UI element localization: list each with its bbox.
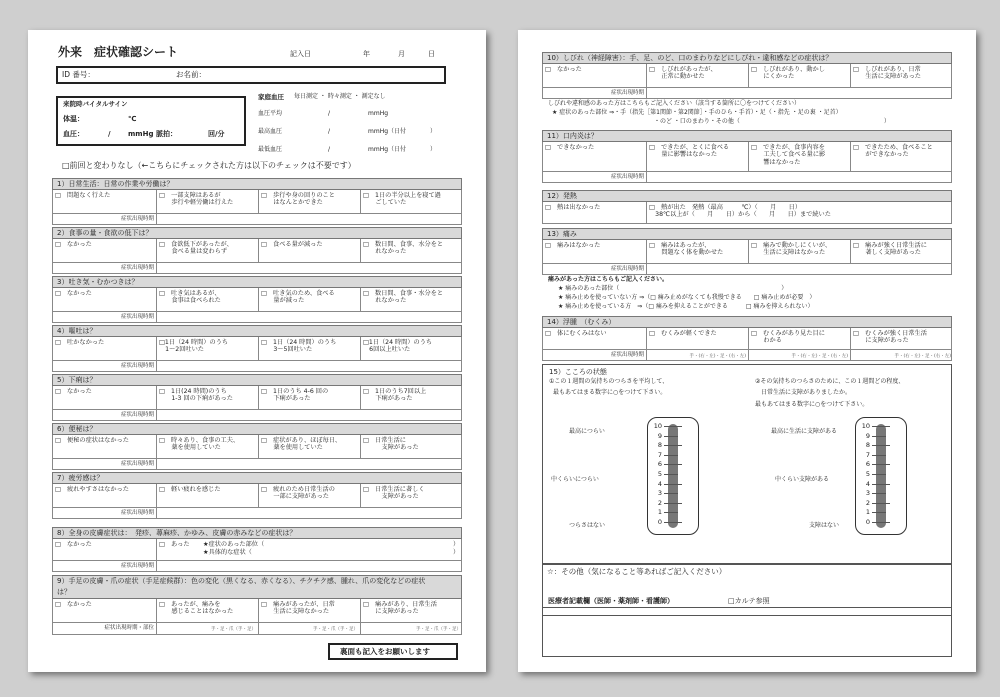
right-scale-value-10[interactable]: 10 — [861, 422, 870, 430]
section-4-onset-row — [52, 361, 462, 372]
left-scale-value-10[interactable]: 10 — [653, 422, 662, 430]
section-13-no-meds[interactable]: ★ 痛み止めを使っていない方 ⇒（□ 痛み止めがなくても我慢できる □ 痛み止めが必要 ） — [558, 294, 816, 301]
section-1-row — [52, 190, 462, 214]
section-9-row — [52, 599, 462, 623]
section-10-header: 10）しびれ（神経障害）：手、足、のど、口のまわりなどにしびれ・違和感などの症状は？ — [542, 52, 952, 64]
left-scale-tick-0 — [664, 522, 682, 523]
section-13-row — [542, 240, 952, 264]
section-9-onset-row — [52, 623, 462, 635]
section-14-onset-2[interactable] — [748, 350, 850, 360]
home-bp-min-label: 最低血圧 — [258, 146, 283, 153]
section-14-header: 14）浮腫 （むくみ） — [542, 316, 952, 328]
left-scale-bottom-label: つらさはない — [569, 522, 606, 529]
section-12-row — [542, 202, 952, 224]
section-9-opt-3[interactable]: □ 痛みがあり、日常生活 に支障があった — [360, 599, 463, 622]
right-scale-tick-9 — [872, 436, 886, 437]
right-scale-tick-7 — [872, 455, 886, 456]
section-1-opt-1[interactable]: □ 一部支障はあるが 歩行や軽労働は行えた — [156, 190, 258, 213]
section-13-with-meds[interactable]: ★ 痛み止めを使っている方 ⇒（□ 痛みを抑えることができる □ 痛みを抑えられない） — [558, 303, 814, 310]
left-scale-tick-3 — [664, 493, 678, 494]
section-8-header: 8）全身の皮膚症状は： 発疹、蕁麻疹、かゆみ、皮膚の赤みなどの症状は？ — [52, 527, 462, 539]
section-7-onset-field[interactable] — [156, 508, 463, 518]
section-7-row — [52, 484, 462, 508]
section-14-onset-3[interactable] — [850, 350, 953, 360]
section-10-opt-2[interactable]: □ しびれがあり、動かし にくかった — [748, 64, 850, 87]
section-4-opt-0[interactable]: □ 吐かなかった — [55, 339, 105, 346]
section-14-row — [542, 328, 952, 350]
section-10-onset-field[interactable] — [646, 88, 953, 98]
section-4-opt-2[interactable]: □ 1日（24 時間）のうち 3～5回吐いた — [258, 337, 360, 360]
section-5-header: 5）下痢は？ — [52, 374, 462, 386]
section-11-onset-row — [542, 172, 952, 183]
section-14-opt-1[interactable]: □ むくみが軽くできた — [646, 328, 748, 349]
section-3-header: 3）吐き気・むかつきは？ — [52, 276, 462, 288]
back-side-note-box — [328, 643, 458, 660]
section-14-markers-2: 手・(右・左)・足・(右・左) — [791, 354, 848, 359]
section-9-header-line1: 9）手足の皮膚・爪の症状（手足症候群）：色の変化（黒くなる、赤くなる）、チクチク感、腫れ、爪の変化などの症状 — [57, 577, 426, 585]
right-scale-value-2[interactable]: 2 — [865, 498, 870, 507]
chart-reference-checkbox[interactable]: □カルテ参照 — [728, 597, 770, 605]
section-11-opt-3[interactable]: □ できたため、食べること ができなかった — [850, 142, 953, 171]
name-label: お名前： — [176, 70, 206, 79]
section-14-markers-1: 手・(右・左)・足・(右・左) — [689, 354, 746, 359]
q1-line2: 最もあてはまる数字に○をつけて下さい。 — [553, 389, 667, 396]
section-6-onset-row — [52, 459, 462, 470]
left-scale-value-9[interactable]: 9 — [657, 431, 662, 440]
form-title: 外来 症状確認シート — [58, 45, 179, 59]
section-2-onset-label: 症状出現時期 — [120, 265, 154, 271]
left-scale-tick-6 — [664, 464, 682, 465]
vitals-title: 来院時バイタルサイン — [63, 100, 128, 108]
staff-notes-box[interactable] — [542, 607, 952, 657]
section-8-detail: ★具体的な症状（ — [203, 549, 252, 556]
right-scale-value-0[interactable]: 0 — [865, 518, 870, 526]
section-5-onset-label: 症状出現時期 — [120, 412, 154, 418]
section-6-header: 6）便秘は？ — [52, 423, 462, 435]
section-11-opt-0[interactable]: □ できなかった — [545, 144, 595, 151]
section-3-opt-1[interactable]: □ 吐き気はあるが、 食事は食べられた — [156, 288, 258, 311]
section-7-onset-label: 症状出現時期 — [120, 510, 154, 516]
section-6-opt-3[interactable]: □ 日常生活に 支障があった — [360, 435, 463, 458]
section-1-onset-label: 症状出現時期 — [120, 216, 154, 222]
section-8-yes[interactable] — [156, 539, 463, 560]
left-scale-value-5[interactable]: 5 — [657, 470, 662, 478]
section-9-onset-2[interactable] — [258, 623, 360, 634]
section-10-opt-0[interactable]: □ なかった — [545, 66, 582, 73]
section-6-row — [52, 435, 462, 459]
section-1-onset-row — [52, 214, 462, 225]
left-scale-tick-10 — [664, 426, 682, 427]
section-11-onset-label: 症状出現時期 — [610, 174, 644, 180]
right-scale-tick-4 — [872, 484, 890, 485]
left-scale-value-6[interactable]: 6 — [657, 460, 662, 469]
section-12-header: 12）発熱 — [542, 190, 952, 202]
section-4-opt-3[interactable]: □1日（24 時間）のうち 6回以上吐いた — [360, 337, 463, 360]
section-9-markers-3: 手・足・爪（手・足） — [416, 627, 461, 632]
right-scale-value-1[interactable]: 1 — [865, 508, 870, 517]
right-scale-tick-5 — [872, 474, 886, 475]
section-2-onset-field[interactable] — [156, 263, 463, 273]
left-scale-tick-7 — [664, 455, 678, 456]
right-scale-value-3[interactable]: 3 — [865, 489, 870, 498]
pulse-label: 脈拍： — [156, 130, 177, 138]
section-11-opt-1[interactable]: □ できたが、とくに食べる 量に影響はなかった — [646, 142, 748, 171]
section-7-opt-3[interactable]: □ 日常生活に著しく 支障があった — [360, 484, 463, 507]
section-8-onset-row — [52, 561, 462, 572]
home-bp-max-label: 最高血圧 — [258, 128, 283, 135]
section-7-header: 7）疲労感は？ — [52, 472, 462, 484]
section-9-header-line2: は？ — [57, 588, 71, 596]
home-bp-average-label: 血圧平均 — [258, 110, 283, 117]
section-13-opt-2[interactable]: □ 痛みで動かしにくいが、 生活に支障はなかった — [748, 240, 850, 263]
left-scale-mid-label: 中くらいにつらい — [551, 476, 599, 483]
section-10-onset-label: 症状出現時期 — [610, 90, 644, 96]
section-12-fever-line2: 38℃以上が（ 月 日）から（ 月 日）まで続いた — [649, 211, 831, 219]
section-2-row — [52, 239, 462, 263]
section-8-row — [52, 539, 462, 561]
section-8-onset-field[interactable] — [156, 561, 463, 571]
section-4-onset-label: 症状出現時期 — [120, 363, 154, 369]
section-10-onset-row — [542, 88, 952, 99]
section-8-onset-label: 症状出現時期 — [120, 563, 154, 569]
section-6-onset-label: 症状出現時期 — [120, 461, 154, 467]
section-5-onset-field[interactable] — [156, 410, 463, 420]
section-12-fever[interactable] — [646, 202, 953, 223]
section-14-onset-label: 症状出現時期 — [610, 352, 644, 358]
section-13-opt-3[interactable]: □ 痛みが強く日常生活に 著しく支障があった — [850, 240, 953, 263]
section-11-opt-2[interactable]: □ できたが、食事内容を 工夫して食べる量に影 響はなかった — [748, 142, 850, 171]
section-10-location-other[interactable]: ・のど ・口のまわり・その他（ ） — [654, 118, 890, 125]
section-9-onset-label: 症状出現時期・部位 — [104, 625, 154, 631]
entry-date-label: 記入日 — [290, 50, 311, 58]
left-scale-value-8[interactable]: 8 — [657, 441, 662, 450]
left-scale-value-4[interactable]: 4 — [657, 479, 662, 488]
right-scale-tick-2 — [872, 503, 890, 504]
section-5-opt-1[interactable]: □ 1日(24 時間)のうち 1-3 回の下痢があった — [156, 386, 258, 409]
section-9-onset-1[interactable] — [156, 623, 258, 634]
section-2-opt-3[interactable]: □ 数日間、食事、水分をと れなかった — [360, 239, 463, 262]
section-7-opt-1[interactable]: □ 軽い疲れを感じた — [156, 484, 258, 507]
home-bp-min-unit: mmHg（日付 ） — [368, 146, 437, 153]
section-9-opt-2[interactable]: □ 痛みがあったが、日常 生活に支障なかった — [258, 599, 360, 622]
section-10-location[interactable]: ★ 症状のあった部位 ⇒・手（指先［第1関節・第2関節］・手のひら・手首）・足（・指先 ・足の裏 ・足首） — [552, 109, 842, 116]
home-bp-title: 家庭血圧 — [258, 93, 284, 101]
other-notes-label: ☆：その他（気になること等あればご記入ください） — [547, 567, 727, 576]
distress-thermometer-right[interactable] — [855, 417, 907, 535]
left-scale-tick-2 — [664, 503, 682, 504]
left-scale-tick-1 — [664, 512, 678, 513]
section-8-part-close: ） — [453, 541, 460, 548]
bp-unit: mmHg — [128, 130, 154, 138]
section-8-none[interactable]: □ なかった — [55, 541, 92, 548]
right-scale-tick-0 — [872, 522, 890, 523]
left-scale-value-1[interactable]: 1 — [657, 508, 662, 517]
home-bp-min-slash: / — [328, 146, 331, 153]
id-name-box[interactable] — [56, 66, 446, 84]
id-label: ID 番号： — [62, 70, 95, 79]
year-label: 年 — [363, 50, 370, 58]
left-scale-tick-5 — [664, 474, 678, 475]
section-3-opt-2[interactable]: □ 吐き気のため、食べる 量が減った — [258, 288, 360, 311]
section-9-opt-1[interactable]: □ あったが、痛みを 感じることはなかった — [156, 599, 258, 622]
section-3-opt-3[interactable]: □ 数日間、食事・水分をと れなかった — [360, 288, 463, 311]
section-14-onset-row — [542, 350, 952, 361]
section-9-markers-2: 手・足・爪（手・足） — [313, 627, 358, 632]
right-scale-value-4[interactable]: 4 — [865, 479, 870, 488]
right-scale-value-6[interactable]: 6 — [865, 460, 870, 469]
section-12-fever-line1: □ 熱が出た 発熱（最高 ℃）（ 月 日） — [649, 204, 802, 211]
section-2-opt-0[interactable]: □ なかった — [55, 241, 92, 248]
section-1-opt-2[interactable]: □ 歩行や身の回りのこと はなんとかできた — [258, 190, 360, 213]
home-bp-max-slash: / — [328, 128, 331, 135]
section-2-opt-2[interactable]: □ 食べる量が減った — [258, 239, 360, 262]
section-13-header: 13）痛み — [542, 228, 952, 240]
section-10-note: しびれや違和感のあった方はこちらもご記入ください（該当する箇所に〇をつけてください） — [548, 100, 800, 107]
section-9-onset-3[interactable] — [360, 623, 463, 634]
section-5-row — [52, 386, 462, 410]
home-bp-average-unit: mmHg — [368, 110, 389, 117]
right-scale-mid-label: 中くらい支障がある — [775, 476, 830, 483]
section-3-onset-row — [52, 312, 462, 323]
home-bp-max-unit: mmHg（日付 ） — [368, 128, 437, 135]
section-6-opt-1[interactable]: □ 時々あり、食事の工夫、 薬を使用していた — [156, 435, 258, 458]
left-scale-tick-8 — [664, 445, 682, 446]
left-scale-value-3[interactable]: 3 — [657, 489, 662, 498]
home-bp-average-slash: / — [328, 110, 331, 117]
section-2-header: 2）食事の量・食欲の低下は？ — [52, 227, 462, 239]
section-9-opt-0[interactable]: □ なかった — [55, 601, 92, 608]
section-13-location[interactable]: ★ 痛みのあった部位（ ） — [558, 285, 788, 292]
bp-label: 血圧： — [63, 130, 84, 138]
section-14-opt-0[interactable]: □ 体にむくみはない — [545, 330, 607, 337]
section-11-onset-field[interactable] — [646, 172, 953, 182]
back-side-note: 裏面も記入をお願いします — [340, 647, 430, 656]
section-1-opt-3[interactable]: □ 1日の半分以上を寝て過 ごしていた — [360, 190, 463, 213]
distress-thermometer-left[interactable] — [647, 417, 699, 535]
section-4-header: 4）嘔吐は？ — [52, 325, 462, 337]
section-10-opt-1[interactable]: □ しびれがあったが、 正常に動かせた — [646, 64, 748, 87]
section-4-onset-field[interactable] — [156, 361, 463, 371]
q1-line1: ①この１週間の気持ちのつらさを平均して、 — [549, 378, 669, 385]
section-2-opt-1[interactable]: □ 食欲低下があったが、 食べる量は変わらず — [156, 239, 258, 262]
right-scale-value-5[interactable]: 5 — [865, 470, 870, 478]
section-14-markers-3: 手・(右・左)・足・(右・左) — [894, 354, 951, 359]
right-scale-value-9[interactable]: 9 — [865, 431, 870, 440]
section-10-row — [542, 64, 952, 88]
section-8-yes-label: □ あった — [159, 541, 190, 548]
right-scale-top-label: 最高に生活に支障がある — [771, 428, 838, 435]
q2-line2: 日常生活に支障がありましたか。 — [761, 389, 852, 396]
arrival-vitals-box[interactable] — [56, 96, 246, 146]
right-scale-value-8[interactable]: 8 — [865, 441, 870, 450]
day-label: 日 — [428, 50, 435, 58]
form-page-back — [518, 30, 976, 672]
section-6-opt-0[interactable]: □ 便秘の症状はなかった — [55, 437, 129, 444]
month-label: 月 — [398, 50, 405, 58]
left-scale-value-7[interactable]: 7 — [657, 450, 662, 459]
section-7-opt-0[interactable]: □ 疲れやすさはなかった — [55, 486, 129, 493]
q2-line3: 最もあてはまる数字に○をつけて下さい。 — [755, 401, 869, 408]
home-bp-options[interactable]: 毎日測定 ・ 時々測定 ・ 測定なし — [294, 93, 386, 100]
section-13-opt-1[interactable]: □ 痛みはあったが、 問題なく体を動かせた — [646, 240, 748, 263]
section-7-opt-2[interactable]: □ 疲れのため日常生活の 一部に支障があった — [258, 484, 360, 507]
section-13-opt-0[interactable]: □ 痛みはなかった — [545, 242, 601, 249]
right-scale-tick-10 — [872, 426, 890, 427]
right-scale-tick-6 — [872, 464, 890, 465]
section-13-onset-field[interactable] — [646, 264, 953, 274]
section-13-onset-label: 症状出現時期 — [610, 266, 644, 272]
section-9-header — [52, 575, 462, 599]
bp-slash: / — [108, 130, 111, 138]
section-8-part: ★症状のあった部位（ — [203, 541, 265, 548]
section-5-onset-row — [52, 410, 462, 421]
section-6-onset-field[interactable] — [156, 459, 463, 469]
left-scale-tick-4 — [664, 484, 682, 485]
section-15-box — [542, 364, 952, 564]
temp-unit: ℃ — [128, 115, 137, 123]
section-11-row — [542, 142, 952, 172]
section-5-opt-0[interactable]: □ なかった — [55, 388, 92, 395]
left-scale-value-2[interactable]: 2 — [657, 498, 662, 507]
section-1-header: 1）日常生活：日常の作業や労働は？ — [52, 178, 462, 190]
section-8-detail-close: ） — [453, 549, 460, 556]
pulse-unit: 回/分 — [208, 130, 225, 138]
left-scale-top-label: 最高につらい — [569, 428, 605, 435]
section-5-opt-3[interactable]: □ 1日のうち7回以上 下痢があった — [360, 386, 463, 409]
section-14-opt-3[interactable]: □ むくみが強く日常生活 に支障があった — [850, 328, 953, 349]
section-2-onset-row — [52, 263, 462, 274]
section-4-row — [52, 337, 462, 361]
section-4-opt-1[interactable]: □1日（24 時間）のうち 1～2回吐いた — [156, 337, 258, 360]
section-6-opt-2[interactable]: □ 症状があり、ほぼ毎日、 薬を使用していた — [258, 435, 360, 458]
section-7-onset-row — [52, 508, 462, 519]
section-13-onset-row — [542, 264, 952, 275]
section-5-opt-2[interactable]: □ 1日のうち 4-6 回の 下痢があった — [258, 386, 360, 409]
section-9-markers-1: 手・足・爪（手・足） — [211, 627, 256, 632]
staff-section-label: 医療者記載欄（医師・薬剤師・看護師） — [548, 597, 674, 605]
section-13-note: 痛みがあった方はこちらもご記入ください。 — [548, 276, 668, 283]
right-scale-tick-3 — [872, 493, 886, 494]
left-scale-value-0[interactable]: 0 — [657, 518, 662, 526]
right-scale-bottom-label: 支障はない — [809, 522, 840, 529]
section-1-onset-field[interactable] — [156, 214, 463, 224]
section-3-onset-label: 症状出現時期 — [120, 314, 154, 320]
section-3-opt-0[interactable]: □ なかった — [55, 290, 92, 297]
right-scale-value-7[interactable]: 7 — [865, 450, 870, 459]
temp-label: 体温： — [63, 115, 84, 123]
section-14-onset-1[interactable] — [646, 350, 748, 360]
form-page-front — [28, 30, 486, 672]
right-scale-tick-8 — [872, 445, 890, 446]
section-15-header: 15）こころの状態 — [549, 368, 607, 376]
no-change-checkbox[interactable]: □前回と変わりなし（←こちらにチェックされた方は以下のチェックは不要です） — [62, 161, 356, 170]
section-3-row — [52, 288, 462, 312]
right-scale-tick-1 — [872, 512, 886, 513]
section-1-opt-0[interactable]: □ 問題なく行えた — [55, 192, 111, 199]
section-10-opt-3[interactable]: □ しびれがあり、日常 生活に支障があった — [850, 64, 953, 87]
section-12-none[interactable]: □ 熱は出なかった — [545, 204, 601, 211]
section-3-onset-field[interactable] — [156, 312, 463, 322]
left-scale-tick-9 — [664, 436, 678, 437]
section-11-header: 11）口内炎は？ — [542, 130, 952, 142]
section-14-opt-2[interactable]: □ むくみがあり見た目に わかる — [748, 328, 850, 349]
q2-line1: ②その気持ちのつらさのために、この１週間どの程度、 — [755, 378, 905, 385]
